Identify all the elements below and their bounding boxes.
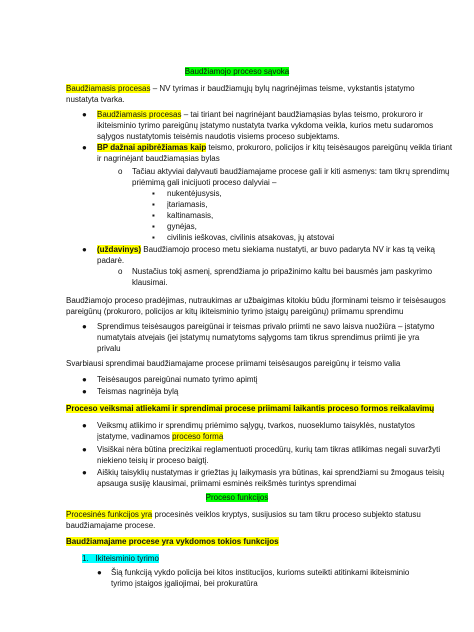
highlighted-term: (uždavinys) bbox=[97, 245, 142, 254]
bullet-icon: ● bbox=[82, 387, 87, 396]
bullet-icon: ● bbox=[82, 421, 87, 430]
section-heading bbox=[0, 492, 474, 503]
section-heading-text: Proceso funkcijos bbox=[205, 493, 269, 502]
list-item-line: Teisėsaugos pareigūnai numato tyrimo apimtį bbox=[97, 375, 258, 384]
sub-list-item-line: Nustačius tokį asmenį, sprendžiama jo pripažinimo kaltu bei bausmės jam paskyrimo bbox=[132, 267, 433, 276]
bullet-icon: ● bbox=[82, 245, 87, 254]
sub-sub-list-item: kaltinamasis, bbox=[167, 211, 214, 220]
item-label: Ikiteisminio tyrimo bbox=[95, 554, 159, 563]
square-bullet-icon: ▪ bbox=[152, 233, 155, 242]
highlighted-term: Baudžiamasis procesas bbox=[66, 84, 151, 93]
sub-sub-list-item: civilinis ieškovas, civilinis atsakovas, jų atstovai bbox=[167, 233, 335, 242]
highlighted-term: Baudžiamasis procesas bbox=[97, 110, 182, 119]
list-item-line: sąlygos nustatytomis teisėmis naudotis visiems proceso subjektams. bbox=[97, 132, 340, 141]
list-item-line: niekieno teisių ir proceso baigtį. bbox=[97, 456, 209, 465]
sub-sub-list-item: įtariamasis, bbox=[167, 200, 208, 209]
paragraph-line: baudžiamajame procese. bbox=[66, 521, 156, 530]
list-item bbox=[97, 142, 452, 153]
square-bullet-icon: ▪ bbox=[152, 211, 155, 220]
sub-list-item-line: klausimai. bbox=[132, 278, 168, 287]
bullet-icon: ● bbox=[82, 110, 87, 119]
paragraph-line: nustatyta tvarka. bbox=[66, 95, 125, 104]
list-item-text: įstatyme, vadinamos bbox=[97, 432, 173, 441]
item-number: 1. bbox=[82, 554, 89, 563]
sub-list-item-line: priėmimą gali inicijuoti proceso dalyviai – bbox=[132, 178, 277, 187]
list-item bbox=[97, 431, 223, 442]
sub-bullet-icon: o bbox=[118, 167, 123, 176]
section-title-text: Baudžiamojo proceso sąvoka bbox=[184, 67, 290, 76]
section-title bbox=[0, 66, 474, 77]
bullet-icon: ● bbox=[82, 445, 87, 454]
paragraph-line: Baudžiamojo proceso pradėjimas, nutraukimas ar užbaigimas kitokiu būdu įforminami teismo ir teisėsaugos bbox=[66, 296, 446, 305]
sub-list-item-line: Tačiau aktyviai dalyvauti baudžiamajame procese gali ir kiti asmenys: tam tikrų sprendimų bbox=[132, 167, 450, 176]
paragraph bbox=[66, 403, 434, 414]
bullet-icon: ● bbox=[82, 468, 87, 477]
square-bullet-icon: ▪ bbox=[152, 200, 155, 209]
list-item bbox=[97, 244, 435, 255]
list-item-line: ikiteisminio tyrimo pareigūnų įstatymo nustatyta tvarka vykdoma veikla, kurios metu sudaromos bbox=[97, 121, 434, 130]
paragraph-line: Svarbiausi sprendimai baudžiamajame procese priimami teisėsaugos pareigūnų ir teismo valia bbox=[66, 359, 401, 368]
list-item-line: Sprendimus teisėsaugos pareigūnai ir teismas privalo priimti ne savo laisva nuožiūra – įstatymo bbox=[97, 322, 435, 331]
paragraph bbox=[66, 509, 421, 520]
numbered-item-label bbox=[82, 554, 159, 563]
list-item-line: ir nagrinėjant baudžiamąsias bylas bbox=[97, 154, 220, 163]
bullet-icon: ● bbox=[82, 375, 87, 384]
list-item-line: Šią funkciją vykdo policija bei kitos institucijos, kurioms suteikti atitinkami ikiteisminio bbox=[111, 568, 410, 577]
list-item-line: tyrimo įstaigos įgaliojimai, bei prokuratūra bbox=[111, 579, 258, 588]
paragraph bbox=[66, 83, 415, 94]
list-item-line: Visiškai nėra būtina precizikai reglamentuoti procedūrų, kurių tam tikras atlikimas negali suvaržyti bbox=[97, 445, 441, 454]
paragraph-line: pareigūnų (prokuroro, policijos ar kitų ikiteisminio tyrimo įstaigų pareigūnų) priimamu sprendimu bbox=[66, 307, 404, 316]
numbered-item bbox=[82, 553, 159, 564]
bullet-icon: ● bbox=[82, 143, 87, 152]
bullet-icon: ● bbox=[97, 568, 102, 577]
sub-bullet-icon: o bbox=[118, 267, 123, 276]
list-item-line: privalu bbox=[97, 344, 121, 353]
highlighted-statement: Proceso veiksmai atliekami ir sprendimai procese priimami laikantis proceso formos reikalavimų bbox=[66, 404, 435, 413]
list-item-text: – tai tiriant bei nagrinėjant baudžiamąsias bylas teismo, prokuroro ir bbox=[181, 110, 423, 119]
list-item bbox=[97, 109, 423, 120]
highlighted-term: proceso forma bbox=[172, 432, 224, 441]
list-item-line: Teismas nagrinėja bylą bbox=[97, 387, 179, 396]
square-bullet-icon: ▪ bbox=[152, 222, 155, 231]
sub-sub-list-item: nukentėjusysis, bbox=[167, 189, 222, 198]
highlighted-term: BP dažnai apibrėžiamas kaip bbox=[97, 143, 207, 152]
list-item-line: Aiškių taisyklių nustatymas ir griežtas jų laikymasis yra būtinas, kai sprendžiami su žmogaus teisių bbox=[97, 468, 445, 477]
list-item-line: numatytais atvejais (jei įstatymų numatytoms sąlygoms tam tikrus sprendimus priimti jie yra bbox=[97, 333, 420, 342]
sub-sub-list-item: gynėjas, bbox=[167, 222, 197, 231]
list-item-line: padarė. bbox=[97, 256, 125, 265]
list-item-line: Veiksmų atlikimo ir sprendimų priėmimo sąlygų, tvarkos, nuoseklumo taisyklės, nustatytos bbox=[97, 421, 415, 430]
highlighted-term: Procesinės funkcijos yra bbox=[66, 510, 153, 519]
paragraph-text: – NV tyrimas ir baudžiamųjų bylų nagrinėjimas teisme, vykstantis įstatymo bbox=[150, 84, 415, 93]
highlighted-statement: Baudžiamajame procese yra vykdomos tokios funkcijos bbox=[66, 537, 279, 546]
paragraph-text: procesinės veiklos kryptys, susijusios su tam tikru proceso subjekto statusu bbox=[152, 510, 421, 519]
square-bullet-icon: ▪ bbox=[152, 189, 155, 198]
list-item-line: apsauga susiję klausimai, priimami esminės reikšmės turintys sprendimai bbox=[97, 479, 357, 488]
list-item-text: Baudžiamojo proceso metu siekiama nustatyti, ar buvo padaryta NV ir kas tą veiką bbox=[141, 245, 435, 254]
bullet-icon: ● bbox=[82, 322, 87, 331]
list-item-text: teismo, prokuroro, policijos ir kitų teisėsaugos pareigūnų veikla tiriant bbox=[206, 143, 453, 152]
paragraph bbox=[66, 536, 279, 547]
